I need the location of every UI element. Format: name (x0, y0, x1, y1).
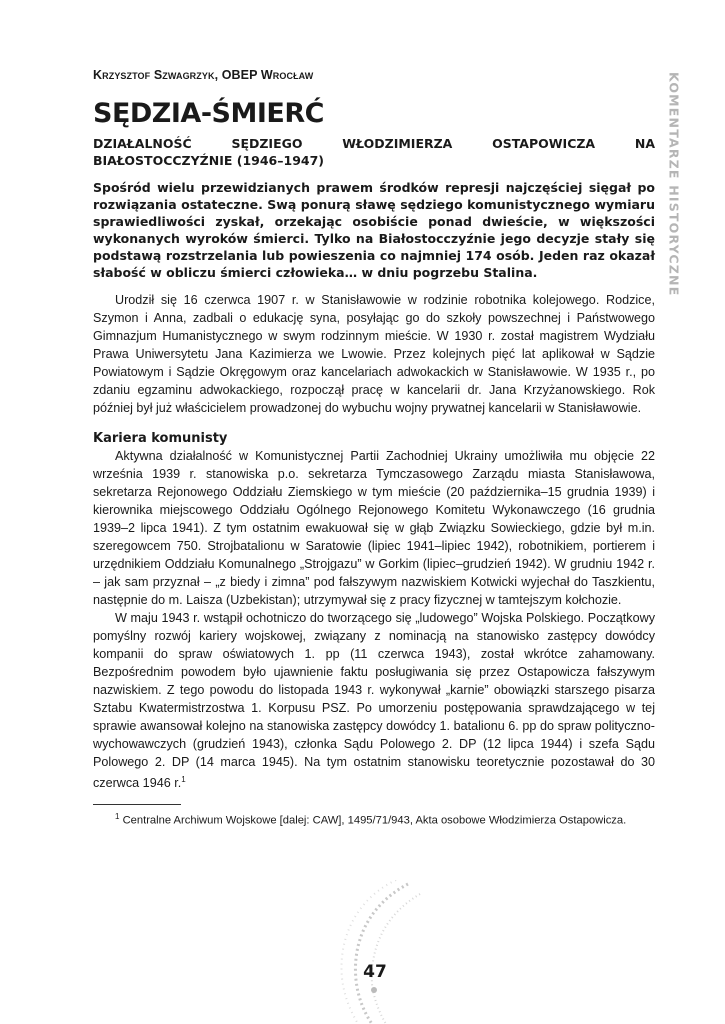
side-label-text: KOMENTARZE HISTORYCZNE (666, 72, 682, 297)
author-line: Krzysztof Szwagrzyk, OBEP Wrocław (93, 68, 314, 82)
decorative-arc-graphic (330, 880, 440, 1024)
footnote-divider (93, 804, 181, 805)
footnote-marker: 1 (115, 812, 120, 822)
footnote (93, 809, 655, 829)
article-subtitle: DZIAŁALNOŚĆ SĘDZIEGO WŁODZIMIERZA OSTAPOWICZA NA BIAŁOSTOCCZYŹNIE (1946–1947) (93, 136, 655, 168)
section-paragraph-1: Aktywna działalność w Komunistycznej Partii Zachodniej Ukrainy umożliwiła mu objęcie 22 września 1939 r. stanowiska p.o. sekretarza Tymczasowego Zarządu miasta Stanisławowa, sekretarza Rejonowego Oddziału Ziemskiego w tym mieście (20 października–15 grudnia 1939) i kierownika miejscowego Oddziału Ogólnego Rejonowego Komitetu Wykonawczego (16 grudnia 1939–2 lipca 1941). Z tym ostatnim ewakuował się w głąb Związku Sowieckiego, gdzie był m.in. szeregowcem 750. Strojbatalionu w Saratowie (lipiec 1941–lipiec 1942), robotnikiem, portierem i urzędnikiem Oddziału Komunalnego „Strojgazu” w Gorkim (lipiec–grudzień 1942). W grudniu 1942 r. – jak sam przyznał – „z biedy i zimna” pod fałszywym nazwiskiem Kotwicki wyjechał do Taszkientu, następnie do m. Laisza (Uzbekistan); utrzymywał się z pracy fizycznej w tamtejszym kołchozie. (93, 449, 655, 607)
intro-paragraph: Urodził się 16 czerwca 1907 r. w Stanisławowie w rodzinie robotnika kolejowego. Rodzice, Szymon i Anna, zadbali o edukację syna, posyłając go do szkoły powszechnej i Państwowego Gimnazjum Humanistycznego w swym rodzinnym mieście. W 1930 r. został magistrem Wydziału Prawa Uniwersytetu Jana Kazimierza we Lwowie. Przez kolejnych pięć lat aplikował w Sądzie Powiatowym i Sądzie Okręgowym oraz kancelariach adwokackich w Stanisławowie. W 1935 r., po zdaniu egzaminu adwokackiego, rozpoczął pracę w kancelarii dr. Jana Krzyżanowskiego. Rok później był już właścicielem prowadzonej do wybuchu wojny prywatnej kancelarii w Stanisławowie. (93, 293, 655, 415)
article-page (93, 68, 655, 829)
section-side-label (652, 72, 696, 342)
article-lead: Spośród wielu przewidzianych prawem środków represji najczęściej sięgał po rozwiązania ostateczne. Swą ponurą sławę sędziego komunistycznego wymiaru sprawiedliwości zyskał, orzekając osobiście ponad dwieście, w większości wykonanych wyroków śmierci. Tylko na Białostocczyźnie jego decyzje stały się podstawą rozstrzelania lub powieszenia co najmniej 174 osób. Jeden raz okazał słabość w obliczu śmierci człowieka… w dniu pogrzebu Stalina. (93, 180, 655, 280)
section-paragraph-2 (93, 609, 655, 792)
footnote-text: Centralne Archiwum Wojskowe [dalej: CAW], 1495/71/943, Akta osobowe Włodzimierza Ostapowicza. (122, 814, 627, 827)
footnote-reference[interactable]: 1 (181, 775, 186, 784)
section-paragraph-2-text: W maju 1943 r. wstąpił ochotniczo do tworzącego się „ludowego” Wojska Polskiego. Początkowy pomyślny rozwój kariery wojskowej, związany z nominacją na stanowisko zastępcy dowódcy kompanii do spraw oświatowych 1. pp (11 czerwca 1943), został wkrótce zahamowany. Bezpośrednim powodem było ujawnienie faktu posługiwania się przez Ostapowicza fałszywym nazwiskiem. Z tego powodu do listopada 1943 r. wykonywał „karnie” obowiązki starszego pisarza Sztabu Kwatermistrzostwa 1. Korpusu PSZ. Po umorzeniu postępowania sprawdzającego w tej sprawie awansował kolejno na stanowiska zastępcy dowódcy 1. batalionu 6. pp do spraw polityczno-wychowawczych (grudzień 1943), członka Sądu Polowego 2. DP (12 lipca 1944) i szefa Sądu Polowego 2. DP (14 marca 1945). Na tym ostatnim stanowisku teoretycznie pozostawał do 30 czerwca 1946 r. (93, 611, 655, 791)
article-title: SĘDZIA-ŚMIERĆ (93, 98, 324, 129)
page-number: 47 (363, 962, 387, 982)
section-heading: Kariera komunisty (93, 431, 228, 446)
